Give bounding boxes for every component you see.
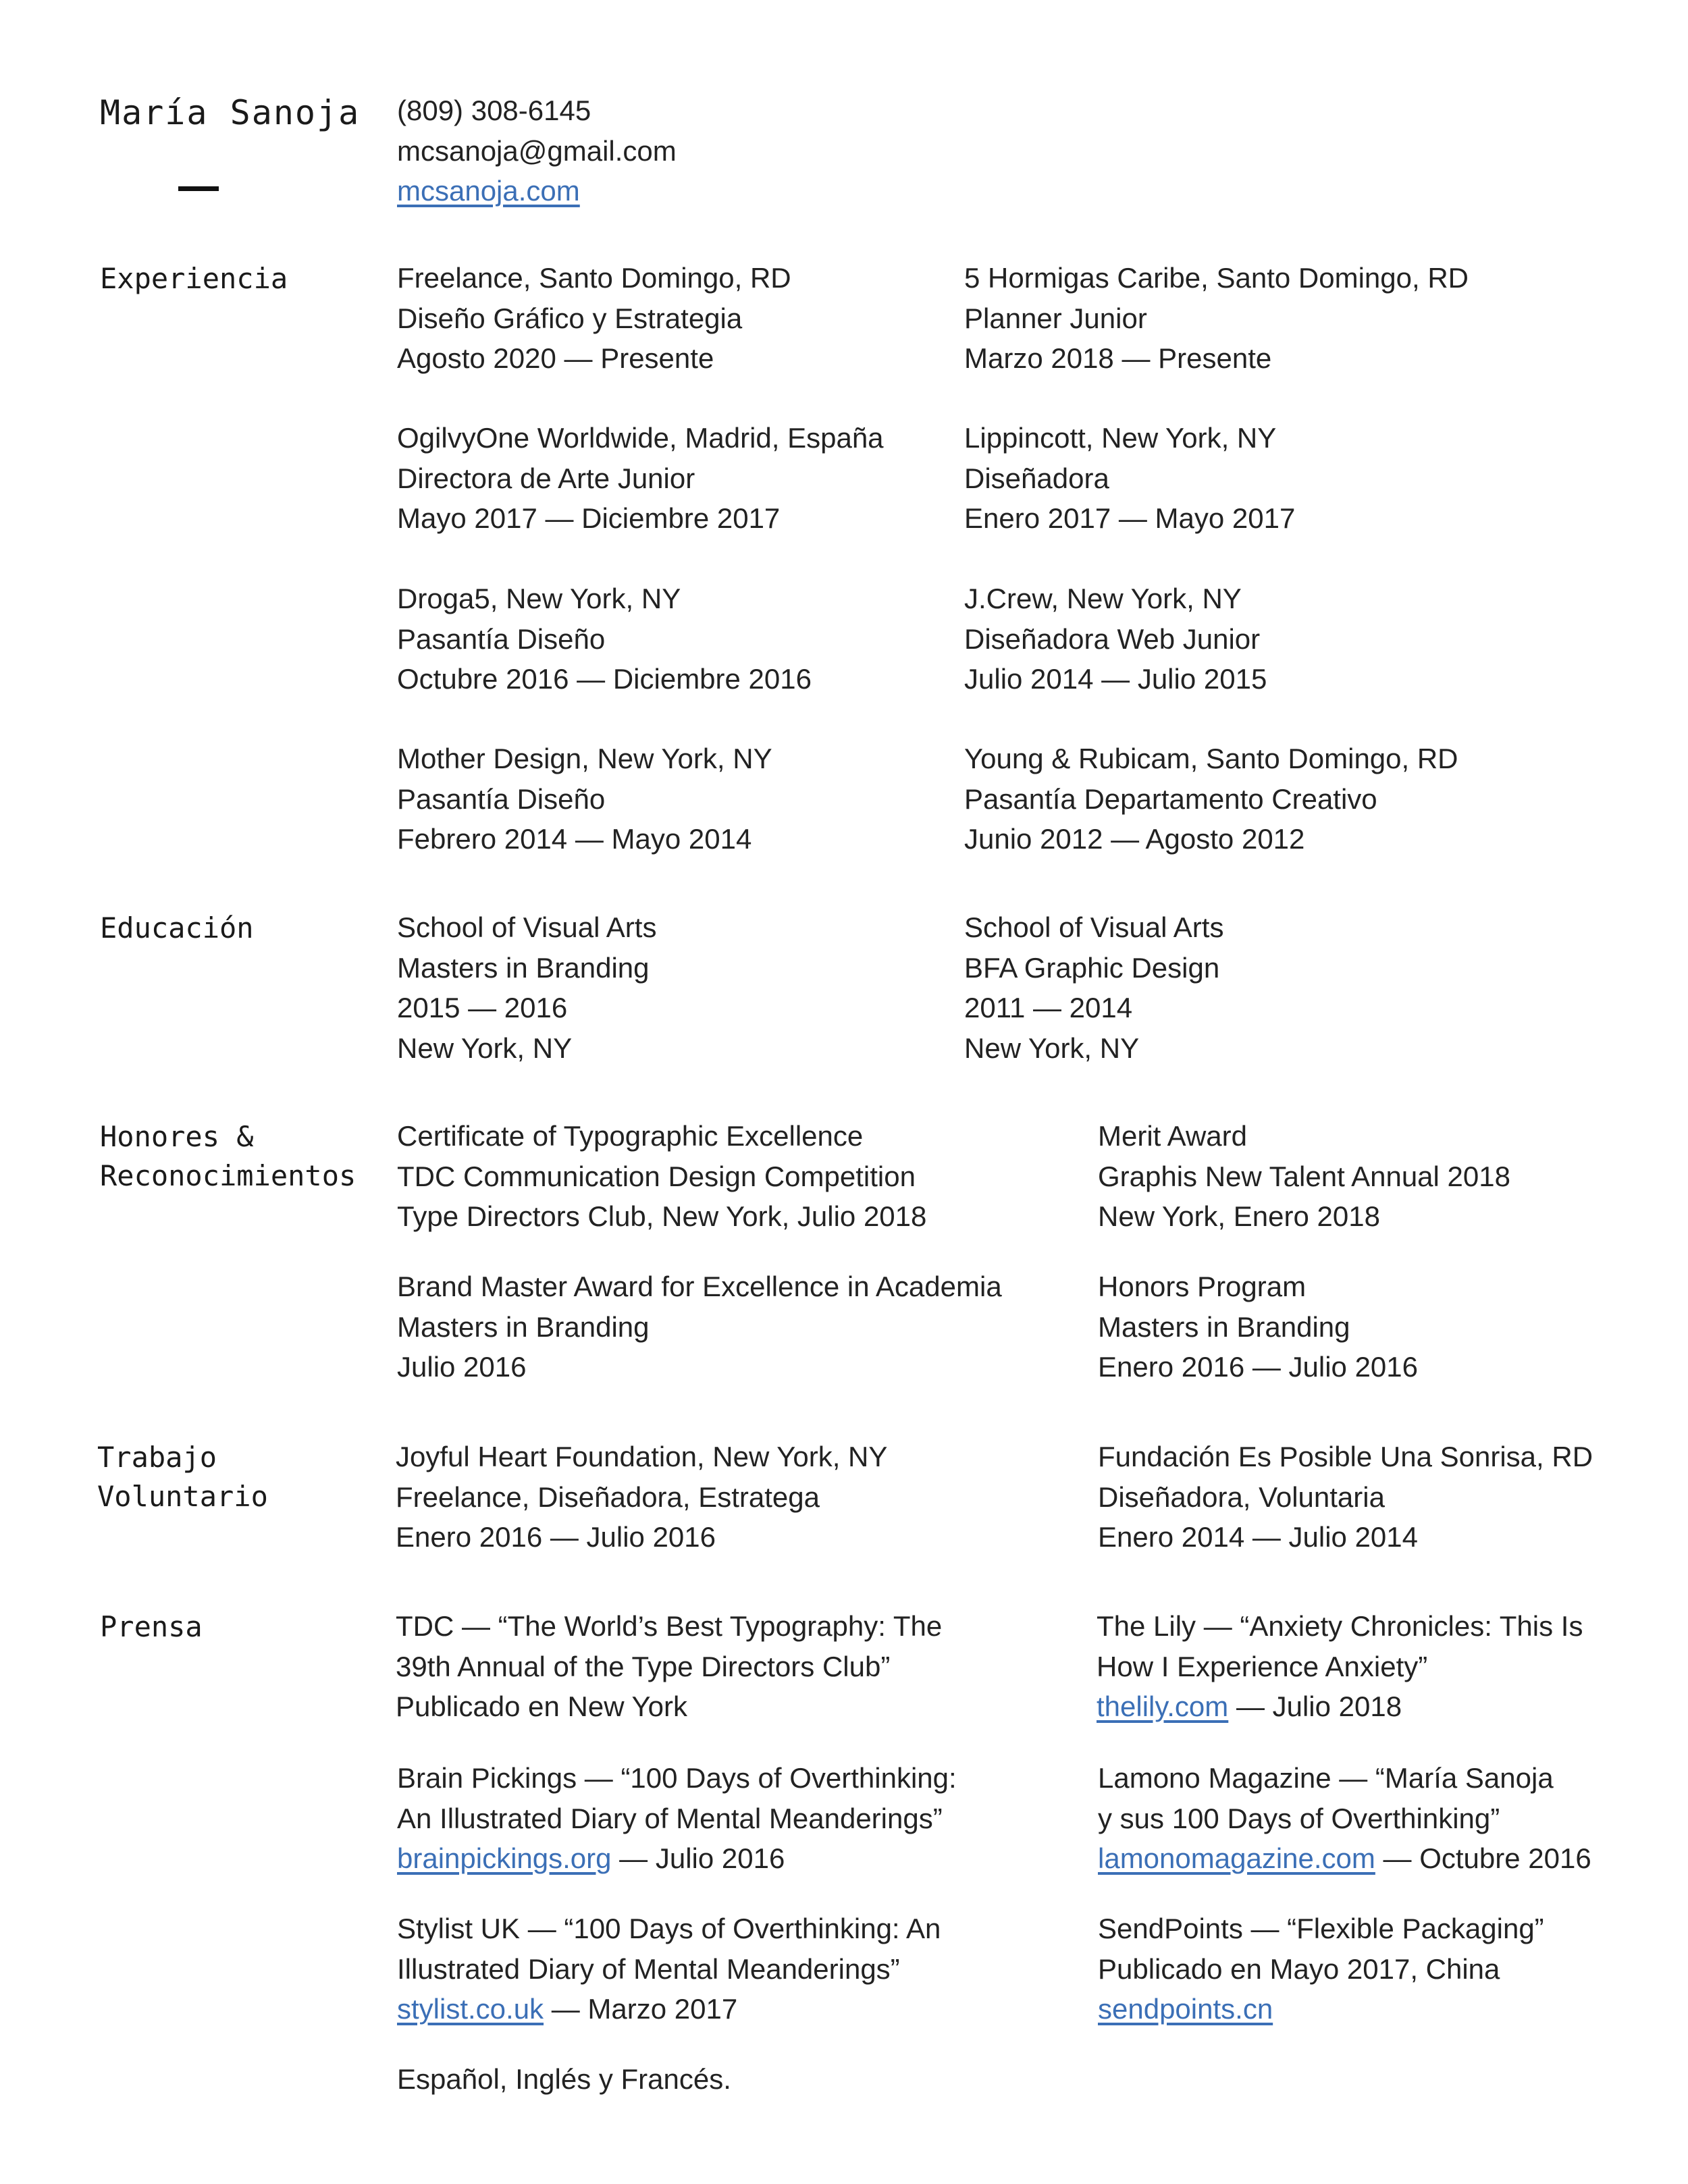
entry-line: Diseñadora (964, 462, 1109, 494)
entry-line: Type Directors Club, New York, Julio 2018 (397, 1200, 927, 1232)
entry-line: Planner Junior (964, 302, 1147, 334)
entry-line: Febrero 2014 — Mayo 2014 (397, 823, 752, 855)
contact-block (397, 90, 677, 211)
entry-line: Freelance, Diseñadora, Estratega (396, 1481, 820, 1513)
entry-line: Pasantía Diseño (397, 782, 606, 815)
entry-line: Masters in Branding (397, 951, 650, 984)
press-entry (1098, 1758, 1591, 1879)
press-entry (397, 1909, 941, 2029)
entry-line: Honors Program (1098, 1271, 1307, 1302)
entry-line: Enero 2016 — Julio 2016 (396, 1521, 716, 1553)
press-headline: Lamono Magazine — “María Sanoja (1098, 1762, 1554, 1794)
email-address: mcsanoja@gmail.com (397, 134, 677, 167)
entry-line: Agosto 2020 — Presente (397, 342, 714, 374)
press-date: — Julio 2016 (611, 1842, 785, 1874)
press-date: — Octubre 2016 (1375, 1842, 1591, 1874)
experience-entry (397, 258, 791, 379)
experience-entry (397, 739, 772, 859)
entry-line: Masters in Branding (1098, 1310, 1350, 1343)
experience-entry (964, 739, 1458, 859)
press-headline: TDC — “The World’s Best Typography: The (396, 1610, 943, 1642)
press-headline: Brain Pickings — “100 Days of Overthinking: (397, 1762, 957, 1794)
entry-line: Pasantía Diseño (397, 622, 606, 655)
experience-entry (397, 418, 884, 539)
press-headline: An Illustrated Diary of Mental Meanderings” (397, 1802, 943, 1834)
entry-line: Lippincott, New York, NY (964, 422, 1277, 454)
press-link[interactable]: brainpickings.org (397, 1842, 612, 1874)
entry-line: Brand Master Award for Excellence in Academia (397, 1271, 1002, 1302)
volunteer-entry (1098, 1437, 1593, 1557)
press-link[interactable]: sendpoints.cn (1098, 1993, 1273, 2025)
section-title-prensa: Prensa (100, 1610, 203, 1643)
section-title-line: Honores & (100, 1120, 254, 1153)
entry-line: Fundación Es Posible Una Sonrisa, RD (1098, 1441, 1593, 1472)
entry-line: Julio 2014 — Julio 2015 (964, 663, 1267, 695)
entry-line: New York, NY (397, 1032, 573, 1064)
entry-line: Marzo 2018 — Presente (964, 342, 1272, 374)
entry-line: Freelance, Santo Domingo, RD (397, 262, 791, 294)
entry-line: New York, Enero 2018 (1098, 1200, 1380, 1232)
award-entry (397, 1116, 926, 1237)
entry-line: 5 Hormigas Caribe, Santo Domingo, RD (964, 262, 1469, 294)
press-entry (396, 1606, 942, 1727)
press-link[interactable]: thelily.com (1097, 1690, 1229, 1722)
entry-line: Julio 2016 (397, 1351, 527, 1383)
entry-line: OgilvyOne Worldwide, Madrid, España (397, 422, 884, 454)
phone-number: (809) 308-6145 (397, 95, 591, 126)
award-entry (1098, 1116, 1510, 1237)
website-link[interactable]: mcsanoja.com (397, 175, 580, 207)
name-dash-decoration (178, 186, 219, 191)
section-title-honores (100, 1117, 356, 1196)
section-title-line: Trabajo (97, 1441, 217, 1474)
entry-line: Enero 2014 — Julio 2014 (1098, 1521, 1418, 1553)
award-entry (397, 1267, 1002, 1387)
section-title-educacion: Educación (100, 911, 254, 944)
entry-line: 2015 — 2016 (397, 992, 568, 1023)
entry-line: Graphis New Talent Annual 2018 (1098, 1160, 1510, 1192)
entry-line: Pasantía Departamento Creativo (964, 782, 1377, 815)
entry-line: School of Visual Arts (397, 911, 657, 943)
entry-line: Octubre 2016 — Diciembre 2016 (397, 663, 812, 695)
entry-line: Enero 2016 — Julio 2016 (1098, 1351, 1418, 1383)
entry-line: Droga5, New York, NY (397, 583, 681, 614)
press-headline: 39th Annual of the Type Directors Club” (396, 1650, 891, 1682)
press-source: Publicado en New York (396, 1690, 687, 1722)
entry-line: J.Crew, New York, NY (964, 583, 1242, 614)
section-title-voluntario (97, 1438, 268, 1516)
entry-line: 2011 — 2014 (964, 992, 1133, 1023)
entry-line: Masters in Branding (397, 1310, 650, 1343)
entry-line: Enero 2017 — Mayo 2017 (964, 502, 1296, 534)
entry-line: BFA Graphic Design (964, 951, 1220, 984)
experience-entry (964, 418, 1295, 539)
entry-line: School of Visual Arts (964, 911, 1224, 943)
entry-line: Merit Award (1098, 1120, 1247, 1152)
press-headline: Stylist UK — “100 Days of Overthinking: An (397, 1913, 941, 1944)
entry-line: Joyful Heart Foundation, New York, NY (396, 1441, 888, 1472)
entry-line: Young & Rubicam, Santo Domingo, RD (964, 743, 1458, 774)
experience-entry (964, 258, 1469, 379)
press-headline: How I Experience Anxiety” (1097, 1650, 1428, 1682)
press-link[interactable]: stylist.co.uk (397, 1993, 544, 2025)
entry-line: New York, NY (964, 1032, 1140, 1064)
education-entry (397, 907, 656, 1068)
press-headline: Publicado en Mayo 2017, China (1098, 1952, 1500, 1985)
entry-line: Diseñadora, Voluntaria (1098, 1481, 1385, 1513)
award-entry (1098, 1267, 1418, 1387)
languages-text: Español, Inglés y Francés. (397, 2063, 731, 2095)
press-entry (1097, 1606, 1583, 1727)
press-headline: The Lily — “Anxiety Chronicles: This Is (1097, 1610, 1583, 1642)
volunteer-entry (396, 1437, 887, 1557)
entry-line: TDC Communication Design Competition (397, 1160, 916, 1192)
press-headline: SendPoints — “Flexible Packaging” (1098, 1913, 1544, 1944)
education-entry (964, 907, 1223, 1068)
section-title-experiencia: Experiencia (100, 262, 288, 295)
experience-entry (964, 579, 1267, 699)
experience-entry (397, 579, 812, 699)
entry-line: Directora de Arte Junior (397, 462, 695, 494)
press-link[interactable]: lamonomagazine.com (1098, 1842, 1375, 1874)
press-entry (1098, 1909, 1544, 2029)
press-headline: Illustrated Diary of Mental Meanderings” (397, 1952, 900, 1985)
entry-line: Mother Design, New York, NY (397, 743, 772, 774)
entry-line: Diseñadora Web Junior (964, 622, 1261, 655)
section-title-line: Voluntario (97, 1480, 268, 1513)
press-date: — Julio 2018 (1228, 1690, 1402, 1722)
press-headline: y sus 100 Days of Overthinking” (1098, 1802, 1500, 1834)
entry-line: Junio 2012 — Agosto 2012 (964, 823, 1305, 855)
person-name: María Sanoja (100, 93, 361, 132)
entry-line: Diseño Gráfico y Estrategia (397, 302, 743, 334)
section-title-line: Reconocimientos (100, 1159, 357, 1192)
entry-line: Certificate of Typographic Excellence (397, 1120, 864, 1152)
press-date: — Marzo 2017 (544, 1993, 738, 2025)
press-entry (397, 1758, 957, 1879)
entry-line: Mayo 2017 — Diciembre 2017 (397, 502, 781, 534)
